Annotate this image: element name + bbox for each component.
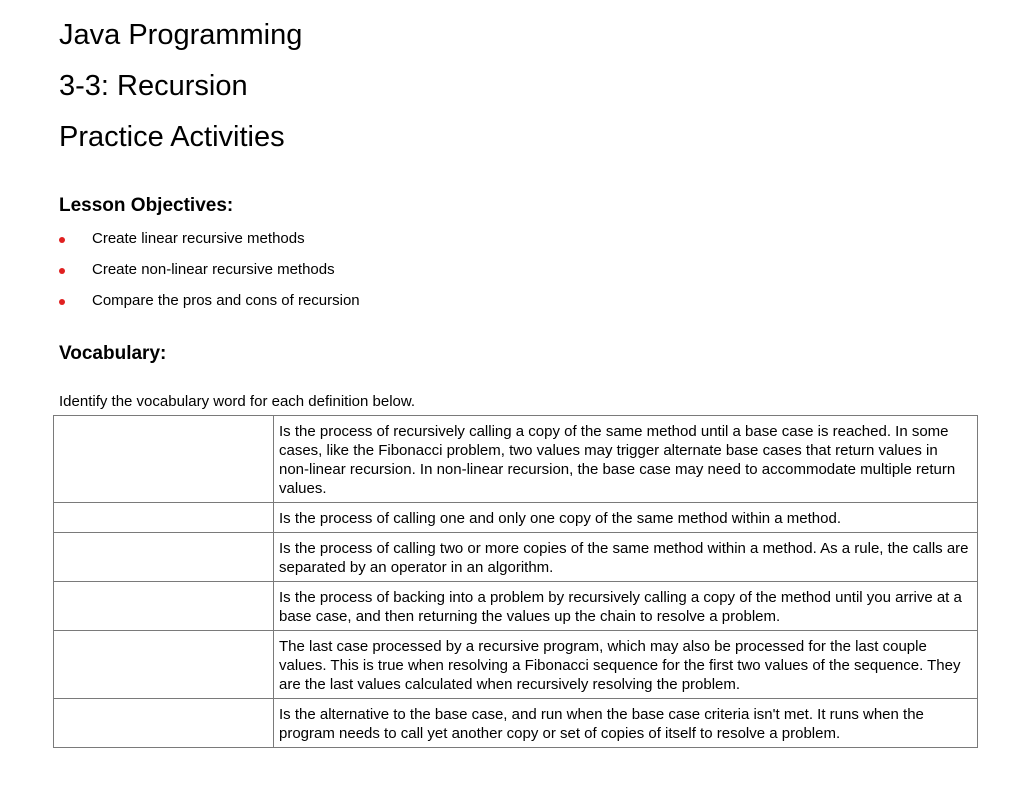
vocabulary-instruction: Identify the vocabulary word for each definition below. — [59, 393, 416, 410]
table-row — [54, 699, 978, 748]
objective-item — [59, 291, 360, 322]
term-answer-cell[interactable] — [54, 582, 274, 631]
term-answer-cell[interactable] — [54, 631, 274, 699]
table-row — [54, 416, 978, 503]
objectives-list — [59, 229, 360, 322]
table-row — [54, 582, 978, 631]
vocabulary-table — [53, 415, 978, 748]
lesson-title: 3-3: Recursion — [59, 70, 248, 102]
definition-cell: Is the process of recursively calling a copy of the same method until a base case is reached. In some cases, like the Fibonacci problem, two values may trigger alternate base cases that return values in non-linear recursion. In non-linear recursion, the base case may need to accommodate multiple return values. — [274, 416, 978, 503]
objective-item — [59, 229, 360, 260]
definition-cell: The last case processed by a recursive program, which may also be processed for the last couple values. This is true when resolving a Fibonacci sequence for the first two values of the sequence. They are the last values calculated when recursively resolving the problem. — [274, 631, 978, 699]
page-subtitle: Practice Activities — [59, 121, 285, 153]
term-answer-cell[interactable] — [54, 699, 274, 748]
term-answer-cell[interactable] — [54, 533, 274, 582]
bullet-icon — [59, 299, 65, 305]
table-row — [54, 503, 978, 533]
objectives-heading: Lesson Objectives: — [59, 195, 234, 216]
definition-cell: Is the process of backing into a problem by recursively calling a copy of the method until you arrive at a base case, and then returning the values up the chain to resolve a problem. — [274, 582, 978, 631]
objective-text: Compare the pros and cons of recursion — [92, 292, 360, 309]
bullet-icon — [59, 268, 65, 274]
vocabulary-heading: Vocabulary: — [59, 343, 167, 364]
term-answer-cell[interactable] — [54, 416, 274, 503]
bullet-icon — [59, 237, 65, 243]
course-title: Java Programming — [59, 19, 303, 51]
objective-text: Create linear recursive methods — [92, 230, 305, 247]
definition-cell: Is the process of calling two or more copies of the same method within a method. As a rule, the calls are separated by an operator in an algorithm. — [274, 533, 978, 582]
objective-text: Create non-linear recursive methods — [92, 261, 335, 278]
term-answer-cell[interactable] — [54, 503, 274, 533]
definition-cell: Is the alternative to the base case, and run when the base case criteria isn't met. It runs when the program needs to call yet another copy or set of copies of itself to resolve a problem. — [274, 699, 978, 748]
definition-cell: Is the process of calling one and only one copy of the same method within a method. — [274, 503, 978, 533]
table-row — [54, 533, 978, 582]
table-row — [54, 631, 978, 699]
objective-item — [59, 260, 360, 291]
